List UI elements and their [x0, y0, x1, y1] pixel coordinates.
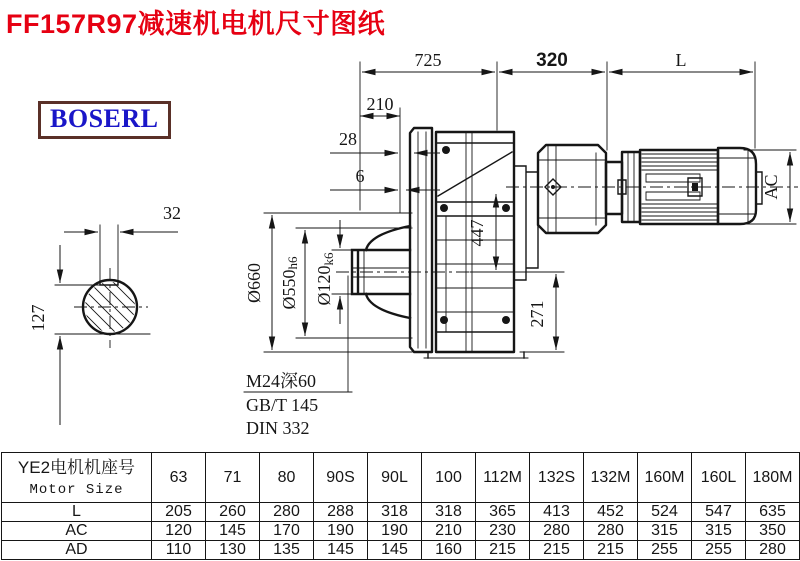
- column-header-71: 71: [206, 453, 260, 503]
- table-cell: 288: [314, 503, 368, 522]
- table-cell: 205: [152, 503, 206, 522]
- dim-AC: AC: [761, 174, 781, 200]
- table-cell: 215: [584, 541, 638, 560]
- table-cell: 635: [746, 503, 800, 522]
- column-header-180M: 180M: [746, 453, 800, 503]
- motor-side-view: [506, 148, 798, 224]
- column-header-132M: 132M: [584, 453, 638, 503]
- dim-447: 447: [467, 219, 487, 247]
- shaft-end-view: [28, 203, 181, 425]
- column-header-90L: 90L: [368, 453, 422, 503]
- column-header-132S: 132S: [530, 453, 584, 503]
- table-cell: 280: [530, 522, 584, 541]
- table-header-row: [2, 453, 800, 503]
- table-cell: 260: [206, 503, 260, 522]
- table-corner-cell: [2, 453, 152, 503]
- table-cell: 365: [476, 503, 530, 522]
- table-cell: 255: [692, 541, 746, 560]
- table-cell: 280: [260, 503, 314, 522]
- table-cell: 315: [638, 522, 692, 541]
- table-cell: 547: [692, 503, 746, 522]
- table-cell: 215: [476, 541, 530, 560]
- row-label-AC: AC: [2, 522, 152, 541]
- column-header-90S: 90S: [314, 453, 368, 503]
- column-header-160M: 160M: [638, 453, 692, 503]
- table-row: [2, 522, 800, 541]
- table-cell: 255: [638, 541, 692, 560]
- column-header-112M: 112M: [476, 453, 530, 503]
- flange-diameter-dims: [244, 213, 412, 352]
- dim-120k6: Ø120k6: [314, 252, 336, 306]
- column-header-80: 80: [260, 453, 314, 503]
- table-cell: 160: [422, 541, 476, 560]
- boserl-logo: BOSERL: [38, 101, 171, 139]
- dim-660: Ø660: [244, 263, 264, 303]
- note-gbt145: GB/T 145: [246, 395, 319, 415]
- dim-550h6: Ø550h6: [279, 256, 300, 310]
- table-cell: 280: [746, 541, 800, 560]
- dim-320: 320: [536, 50, 568, 71]
- motor-frame-label-en: Motor Size: [29, 481, 124, 498]
- dim-210: 210: [366, 94, 394, 114]
- dim-725: 725: [414, 50, 442, 70]
- table-cell: 280: [584, 522, 638, 541]
- dim-127: 127: [28, 304, 48, 332]
- page-title: FF157R97减速机电机尺寸图纸: [6, 9, 386, 39]
- table-cell: 524: [638, 503, 692, 522]
- table-cell: 145: [206, 522, 260, 541]
- table-cell: 215: [530, 541, 584, 560]
- dim-271: 271: [527, 300, 547, 328]
- table-row: [2, 503, 800, 522]
- table-row: [2, 541, 800, 560]
- input-adapter: [514, 145, 622, 280]
- gearbox-front-view: [336, 128, 564, 358]
- table-cell: 210: [422, 522, 476, 541]
- table-cell: 130: [206, 541, 260, 560]
- note-m24: M24深60: [246, 371, 317, 391]
- table-cell: 190: [314, 522, 368, 541]
- table-cell: 452: [584, 503, 638, 522]
- column-header-160L: 160L: [692, 453, 746, 503]
- row-label-L: L: [2, 503, 152, 522]
- table-cell: 318: [368, 503, 422, 522]
- table-cell: 315: [692, 522, 746, 541]
- table-cell: 230: [476, 522, 530, 541]
- table-cell: 318: [422, 503, 476, 522]
- dim-L: L: [675, 50, 687, 70]
- table-cell: 190: [368, 522, 422, 541]
- table-cell: 110: [152, 541, 206, 560]
- dim-32: 32: [163, 203, 181, 223]
- motor-size-table: [1, 452, 800, 560]
- table-cell: 170: [260, 522, 314, 541]
- dim-6: 6: [355, 166, 365, 186]
- table-cell: 350: [746, 522, 800, 541]
- table-cell: 145: [368, 541, 422, 560]
- note-din332: DIN 332: [246, 418, 310, 438]
- table-cell: 120: [152, 522, 206, 541]
- table-cell: 413: [530, 503, 584, 522]
- column-header-63: 63: [152, 453, 206, 503]
- table-cell: 145: [314, 541, 368, 560]
- dim-28: 28: [339, 129, 357, 149]
- table-cell: 135: [260, 541, 314, 560]
- column-header-100: 100: [422, 453, 476, 503]
- motor-frame-label-cn: YE2电机机座号: [17, 457, 136, 477]
- row-label-AD: AD: [2, 541, 152, 560]
- top-dimension-chain: [330, 50, 755, 212]
